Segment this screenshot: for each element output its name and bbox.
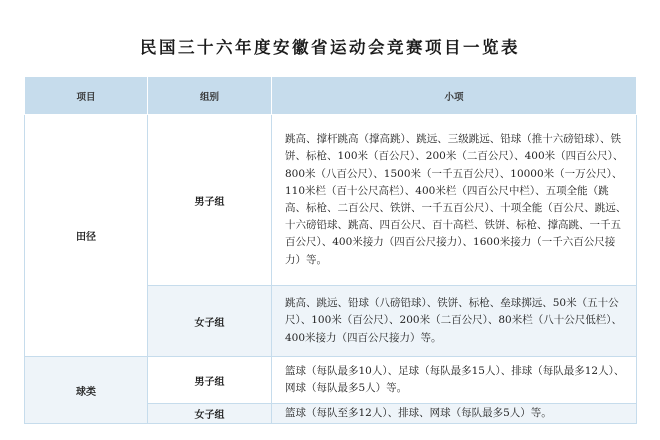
- table-row: [25, 115, 637, 286]
- items-cell: 跳高、跳远、铅球（八磅铅球）、铁饼、标枪、垒球掷远、50米（五十公尺）、100米（百公尺）、200米（二百公尺）、80米栏（八十公尺低栏）、400米接力（四百公尺接力）等。: [272, 286, 637, 357]
- table-header-row: [25, 77, 637, 115]
- document-title: 民国三十六年度安徽省运动会竞赛项目一览表: [140, 38, 520, 57]
- group-cell: 女子组: [148, 286, 272, 357]
- header-group: 组别: [148, 77, 272, 115]
- events-table: [24, 76, 637, 424]
- category-cell: 球类: [25, 357, 148, 424]
- group-cell: 女子组: [148, 404, 272, 424]
- group-cell: 男子组: [148, 357, 272, 404]
- category-cell: 田径: [25, 115, 148, 357]
- table-row: [25, 357, 637, 404]
- header-items: 小项: [272, 77, 637, 115]
- items-cell: 跳高、撑杆跳高（撑高跳）、跳远、三级跳远、铅球（推十六磅铅球）、铁饼、标枪、100米（百公尺）、200米（二百公尺）、400米（四百公尺）、800米（八百公尺）、1500米（一千五百公尺）、10000米（一万公尺）、110米栏（百十公尺高栏）、400米栏（四百公尺中栏）、五项全能（跳高、标枪、二百公尺、铁饼、一千五百公尺）、十项全能（百公尺、跳远、十六磅铅球、跳高、四百公尺、百十高栏、铁饼、标枪、撑高跳、一千五百公尺）、400米接力（四百公尺接力）、1600米接力（一千六百公尺接力）等。: [272, 115, 637, 286]
- items-cell: 篮球（每队至多12人）、排球、网球（每队最多5人）等。: [272, 404, 637, 424]
- header-category: 项目: [25, 77, 148, 115]
- group-cell: 男子组: [148, 115, 272, 286]
- items-cell: 篮球（每队最多10人）、足球（每队最多15人）、排球（每队最多12人）、网球（每队最多5人）等。: [272, 357, 637, 404]
